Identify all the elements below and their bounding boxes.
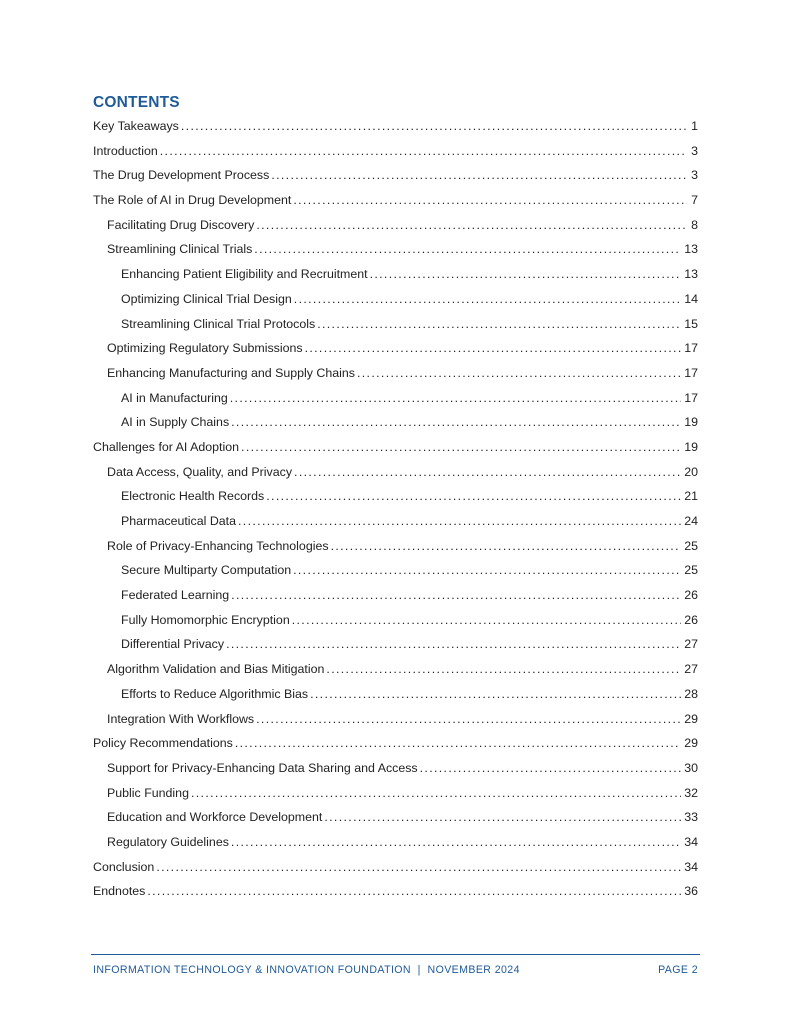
toc-entry-page: 15 (684, 316, 698, 331)
toc-entry-label: The Role of AI in Drug Development (93, 193, 292, 208)
toc-dot-leader (147, 879, 681, 904)
toc-entry[interactable] (93, 632, 698, 657)
toc-entry-page: 1 (691, 119, 698, 133)
toc-entry-label: Enhancing Patient Eligibility and Recruitment (121, 267, 368, 282)
toc-entry[interactable] (93, 707, 698, 732)
toc-dot-leader (317, 312, 681, 337)
footer-date: NOVEMBER 2024 (427, 964, 520, 976)
toc-entry-page: 17 (684, 390, 698, 405)
toc-entry-label: Endnotes (93, 884, 146, 899)
toc-entry-label: Introduction (93, 143, 158, 158)
toc-entry-page: 24 (684, 514, 698, 528)
toc-entry-page: 30 (684, 760, 698, 775)
toc-dot-leader (294, 287, 681, 312)
toc-entry-label: Pharmaceutical Data (121, 514, 237, 528)
toc-entry-page: 32 (684, 785, 698, 800)
toc-entry-page: 34 (684, 859, 698, 874)
toc-entry-page: 28 (684, 686, 698, 701)
toc-dot-leader (231, 583, 681, 608)
toc-entry-label: Optimizing Regulatory Submissions (107, 341, 303, 356)
toc-dot-leader (293, 188, 687, 213)
toc-dot-leader (326, 657, 681, 682)
toc-entry-label: The Drug Development Process (93, 168, 270, 183)
toc-entry-label: Algorithm Validation and Bias Mitigation (107, 662, 325, 677)
toc-entry-page: 14 (684, 291, 698, 306)
toc-entry-label: Conclusion (93, 859, 155, 874)
toc-entry-label: AI in Supply Chains (121, 415, 230, 430)
toc-dot-leader (292, 608, 681, 633)
toc-entry-page: 17 (684, 341, 698, 356)
toc-entry[interactable] (93, 361, 698, 386)
toc-entry-page: 36 (684, 884, 698, 899)
toc-entry-label: Streamlining Clinical Trial Protocols (121, 316, 316, 331)
footer-page-number: PAGE 2 (658, 964, 698, 976)
toc-entry[interactable] (93, 312, 698, 337)
toc-entry[interactable] (93, 682, 698, 707)
toc-entry[interactable] (93, 558, 698, 583)
toc-entry-label: Optimizing Clinical Trial Design (121, 291, 292, 306)
toc-entry-label: Public Funding (107, 785, 189, 800)
toc-entry[interactable] (93, 460, 698, 485)
toc-entry[interactable] (93, 583, 698, 608)
toc-entry-page: 25 (684, 538, 698, 553)
toc-entry[interactable] (93, 213, 698, 238)
toc-dot-leader (293, 558, 681, 583)
toc-entry[interactable] (93, 805, 698, 830)
toc-entry-page: 17 (684, 365, 698, 380)
toc-entry-page: 25 (684, 563, 698, 578)
toc-dot-leader (191, 781, 681, 806)
toc-entry-label: Policy Recommendations (93, 736, 233, 751)
toc-entry-page: 19 (684, 415, 698, 430)
toc-dot-leader (160, 139, 687, 164)
toc-dot-leader (226, 632, 681, 657)
toc-entry[interactable] (93, 657, 698, 682)
toc-entry[interactable] (93, 879, 698, 904)
toc-entry-page: 8 (691, 217, 698, 232)
toc-entry[interactable] (93, 237, 698, 262)
toc-entry-label: Support for Privacy-Enhancing Data Sharing and Access (107, 760, 418, 775)
page-title: CONTENTS (93, 94, 180, 111)
toc-entry[interactable] (93, 336, 698, 361)
toc-entry-label: Regulatory Guidelines (107, 834, 229, 849)
toc-entry-label: Federated Learning (121, 588, 230, 603)
toc-entry[interactable] (93, 534, 698, 559)
toc-entry[interactable] (93, 287, 698, 312)
toc-dot-leader (324, 805, 681, 830)
toc-dot-leader (420, 756, 682, 781)
toc-dot-leader (357, 361, 681, 386)
toc-dot-leader (266, 484, 681, 509)
toc-entry-page: 27 (684, 662, 698, 677)
toc-dot-leader (156, 855, 681, 880)
toc-entry-page: 19 (684, 439, 698, 454)
toc-entry-label: Differential Privacy (121, 637, 225, 652)
toc-entry-label: Enhancing Manufacturing and Supply Chains (107, 365, 355, 380)
footer-publisher (93, 964, 520, 976)
toc-entry-page: 26 (684, 612, 698, 627)
toc-dot-leader (331, 534, 682, 559)
toc-dot-leader (271, 163, 687, 188)
toc-entry[interactable] (93, 509, 698, 534)
table-of-contents (93, 114, 698, 904)
toc-entry[interactable] (93, 139, 698, 164)
toc-entry-page: 21 (684, 489, 698, 504)
toc-entry-page: 33 (684, 810, 698, 825)
toc-entry-page: 13 (684, 242, 698, 257)
toc-entry-page: 34 (684, 834, 698, 849)
toc-dot-leader (238, 509, 681, 534)
toc-entry[interactable] (93, 830, 698, 855)
toc-entry[interactable] (93, 163, 698, 188)
toc-dot-leader (181, 114, 687, 139)
toc-entry-page: 3 (691, 143, 698, 158)
toc-entry-label: Efforts to Reduce Algorithmic Bias (121, 686, 309, 701)
toc-entry-label: Integration With Workflows (107, 711, 255, 726)
toc-dot-leader (254, 237, 681, 262)
toc-entry[interactable] (93, 608, 698, 633)
toc-dot-leader (310, 682, 681, 707)
toc-entry-label: Education and Workforce Development (107, 810, 323, 825)
toc-entry-label: Challenges for AI Adoption (93, 439, 240, 454)
toc-entry-page: 7 (691, 193, 698, 208)
toc-dot-leader (241, 435, 681, 460)
toc-entry-label: AI in Manufacturing (121, 390, 228, 405)
toc-entry-label: Key Takeaways (93, 119, 179, 133)
toc-entry[interactable] (93, 855, 698, 880)
toc-entry-label: Streamlining Clinical Trials (107, 242, 253, 257)
toc-dot-leader (235, 731, 681, 756)
footer-organization: INFORMATION TECHNOLOGY & INNOVATION FOUNDATION (93, 964, 411, 976)
toc-entry[interactable] (93, 410, 698, 435)
toc-entry-label: Facilitating Drug Discovery (107, 217, 255, 232)
page-footer (93, 964, 698, 976)
toc-entry-page: 29 (684, 711, 698, 726)
toc-dot-leader (294, 460, 681, 485)
toc-entry[interactable] (93, 262, 698, 287)
toc-dot-leader (230, 386, 681, 411)
toc-entry-page: 20 (684, 464, 698, 479)
toc-entry[interactable] (93, 484, 698, 509)
toc-entry-page: 29 (684, 736, 698, 751)
toc-entry[interactable] (93, 188, 698, 213)
toc-entry-label: Fully Homomorphic Encryption (121, 612, 290, 627)
toc-entry[interactable] (93, 386, 698, 411)
toc-entry-label: Secure Multiparty Computation (121, 563, 292, 578)
toc-entry-page: 3 (691, 168, 698, 183)
toc-entry[interactable] (93, 781, 698, 806)
toc-dot-leader (305, 336, 682, 361)
toc-entry[interactable] (93, 435, 698, 460)
toc-entry[interactable] (93, 114, 698, 139)
toc-entry-label: Electronic Health Records (121, 489, 265, 504)
toc-dot-leader (370, 262, 682, 287)
toc-entry[interactable] (93, 731, 698, 756)
toc-entry[interactable] (93, 756, 698, 781)
toc-entry-page: 27 (684, 637, 698, 652)
toc-entry-label: Role of Privacy-Enhancing Technologies (107, 538, 329, 553)
footer-divider (91, 954, 700, 955)
toc-entry-page: 26 (684, 588, 698, 603)
footer-separator: | (417, 964, 421, 976)
toc-dot-leader (231, 410, 681, 435)
toc-entry-label: Data Access, Quality, and Privacy (107, 464, 293, 479)
toc-dot-leader (231, 830, 681, 855)
toc-entry-page: 13 (684, 267, 698, 282)
toc-dot-leader (256, 213, 687, 238)
toc-dot-leader (256, 707, 681, 732)
